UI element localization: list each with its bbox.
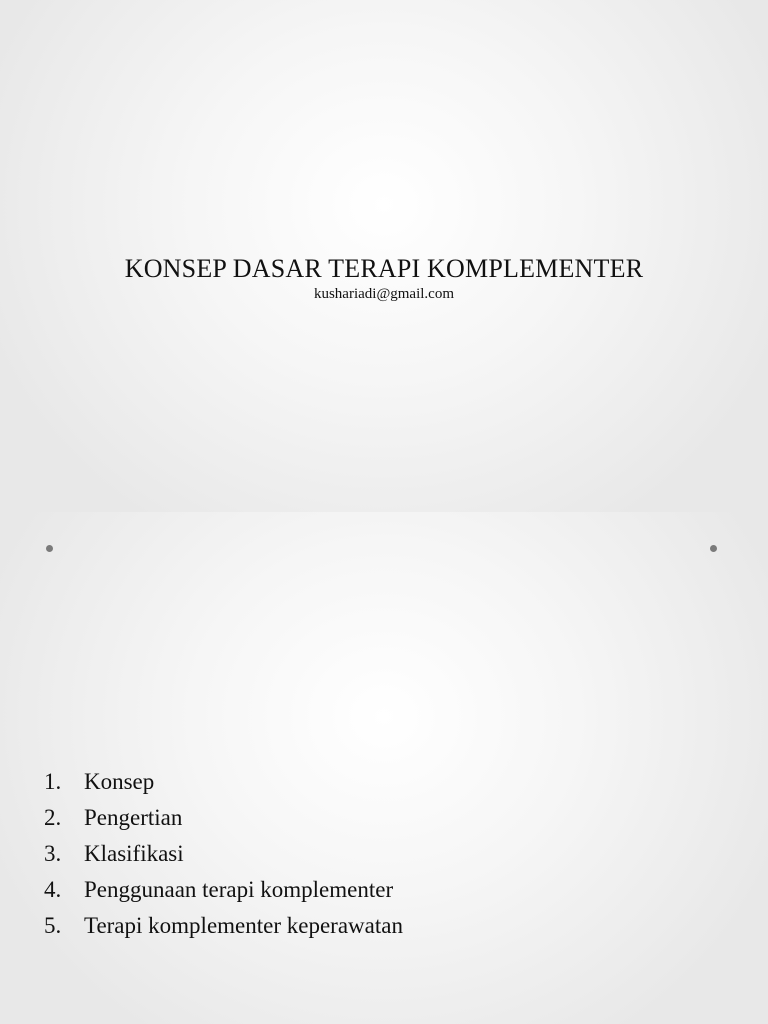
list-item-text: Penggunaan terapi komplementer xyxy=(84,877,394,902)
list-item-number: 4. xyxy=(44,877,62,902)
slide-subtitle-email: kushariadi@gmail.com xyxy=(313,286,455,302)
list-item xyxy=(44,800,403,836)
slide-title-text: KONSEP DASAR TERAPI KOMPLEMENTER xyxy=(124,254,644,283)
list-item xyxy=(44,836,403,872)
bullet-dot-icon xyxy=(710,545,717,552)
list-item xyxy=(44,872,403,908)
list-item xyxy=(44,908,403,944)
agenda-list xyxy=(44,764,403,944)
list-item-text: Konsep xyxy=(84,769,155,794)
list-item-number: 3. xyxy=(44,841,62,866)
list-item-text: Terapi komplementer keperawatan xyxy=(84,913,403,938)
bullet-dot-icon xyxy=(46,545,53,552)
list-item-number: 1. xyxy=(44,769,62,794)
list-item-text: Klasifikasi xyxy=(84,841,184,866)
list-item-number: 2. xyxy=(44,805,62,830)
list-item-text: Pengertian xyxy=(84,805,183,830)
list-item xyxy=(44,764,403,800)
list-item-number: 5. xyxy=(44,913,62,938)
